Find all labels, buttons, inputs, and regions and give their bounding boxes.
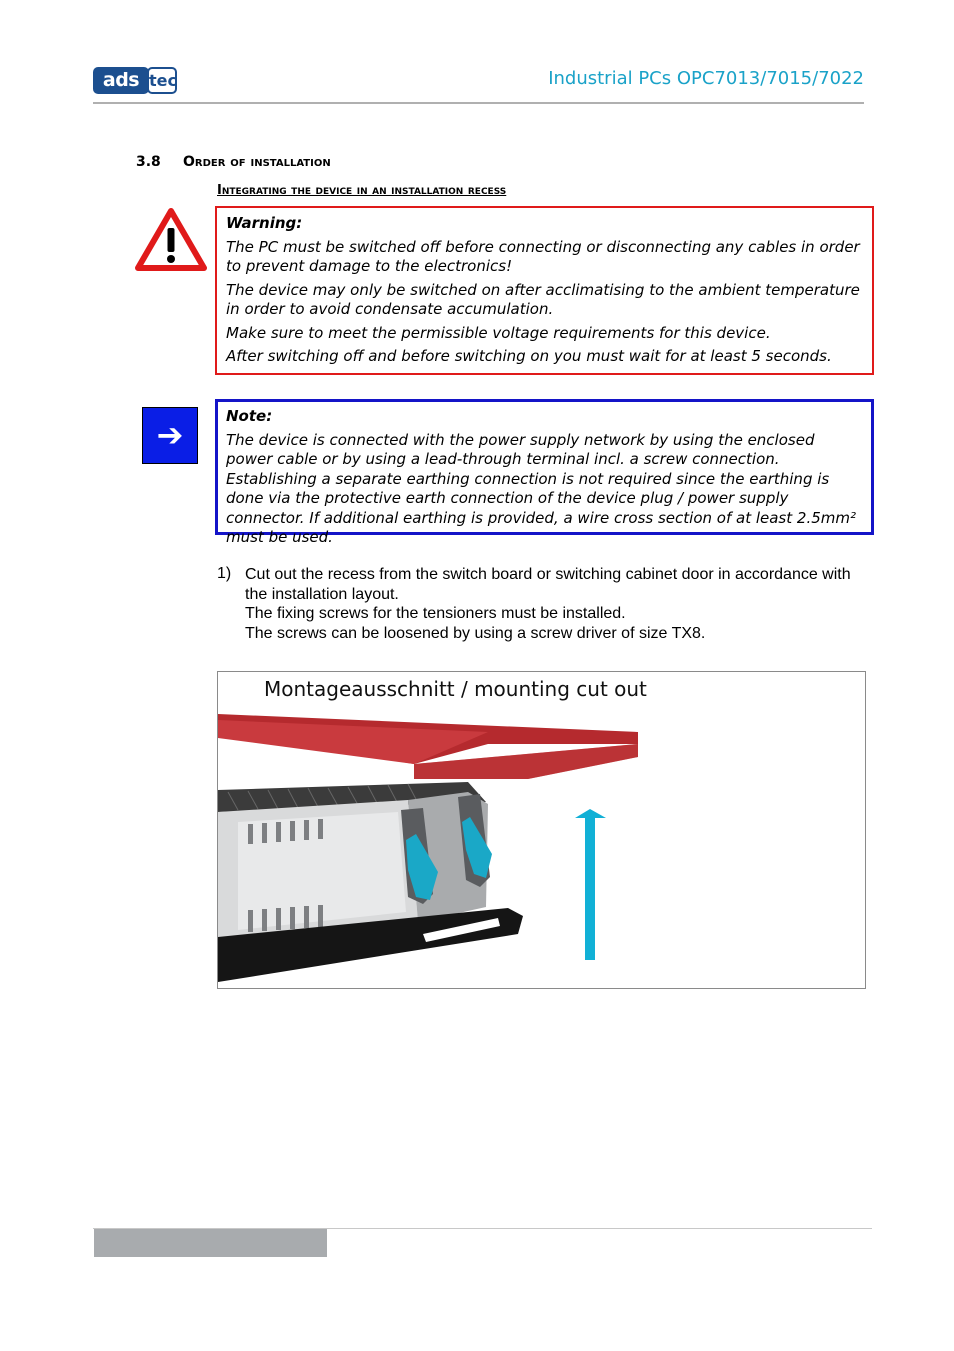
footer-bar [94, 1229, 327, 1257]
arrow-right-icon: ➔ [142, 407, 198, 464]
mounting-illustration [218, 672, 866, 989]
warning-line: Make sure to meet the permissible voltage requirements for this device. [226, 323, 771, 342]
note-text: The device is connected with the power supply network by using the enclosed power cable or by using a lead-through terminal incl. a screw connection. Establishing a separate earthing connection is not required since the earthing is done via the protective earth connection of the device plug / power supply connector. If additional earthing is provided, a wire cross section of at least 2.5mm² must be used. [226, 430, 856, 546]
mounting-figure [217, 671, 866, 989]
section-number: 3.8 [136, 154, 161, 170]
warning-content [226, 214, 862, 367]
warning-box [215, 206, 874, 375]
step-number: 1) [217, 565, 232, 582]
step-line: The screws can be loosened by using a screw driver of size TX8. [245, 624, 706, 642]
warning-line: The device may only be switched on after acclimatising to the ambient temperature in order to avoid condensate accumulation. [226, 280, 860, 318]
logo-tec-text: tec [147, 67, 177, 94]
figure-caption: Montageausschnitt / mounting cut out [264, 677, 647, 701]
logo-ads-text: ads [93, 67, 149, 94]
step-line: The fixing screws for the tensioners must be installed. [245, 605, 626, 622]
note-heading: Note: [226, 407, 273, 425]
step-text [245, 565, 865, 643]
note-box [215, 399, 874, 546]
header-divider [93, 102, 864, 104]
adstec-logo [93, 67, 177, 94]
warning-line: After switching off and before switching on you must wait for at least 5 seconds. [226, 347, 832, 365]
note-content [226, 407, 861, 548]
document-title: Industrial PCs OPC7013/7015/7022 [548, 68, 864, 89]
warning-triangle-icon [135, 208, 207, 271]
subsection-title: Integrating the device in an installation recess [217, 183, 507, 198]
section-title: Order of installation [183, 154, 331, 170]
warning-line: The PC must be switched off before connecting or disconnecting any cables in order to prevent damage to the electronics! [226, 237, 860, 275]
warning-heading: Warning: [226, 214, 303, 232]
step-line: Cut out the recess from the switch board or switching cabinet door in accordance with the installation layout. [245, 566, 851, 603]
